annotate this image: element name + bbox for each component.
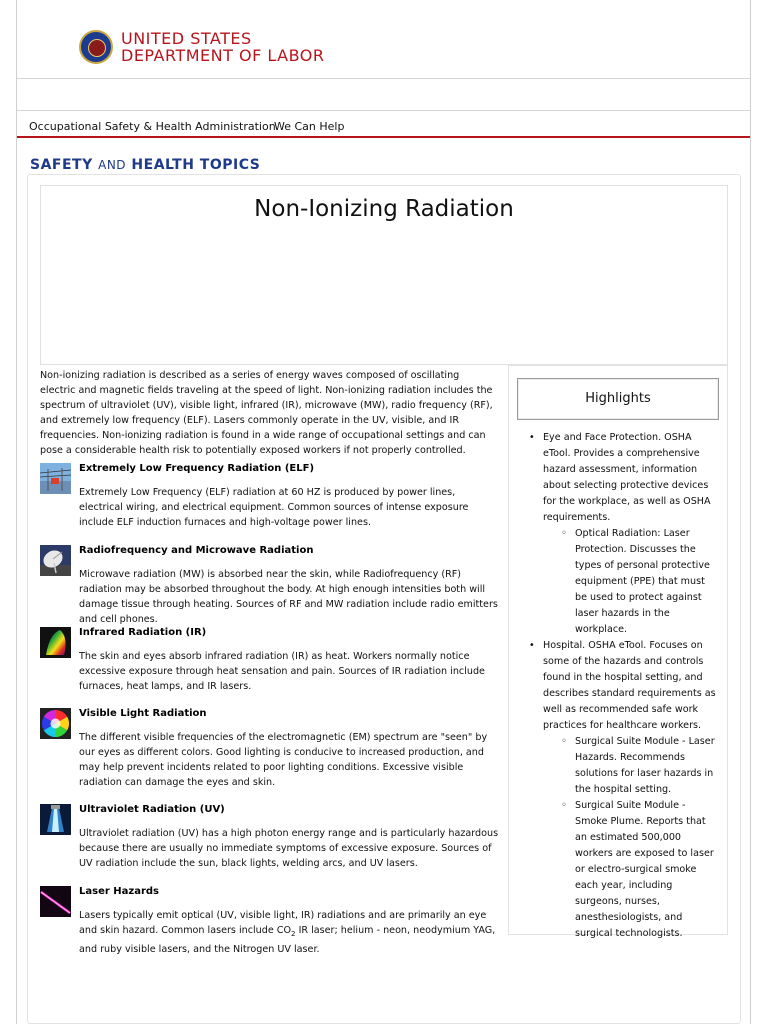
header-strip	[17, 78, 750, 111]
topic-visible-text: The different visible frequencies of the electromagnetic (EM) spectrum are "seen" by our eyes as different colors. Good lighting is conducive to increased production, and may help prevent incidents related to poor lighting conditions. Excessive visible radiation can damage the eyes and skin.	[79, 732, 488, 788]
page-title: Non-Ionizing Radiation	[254, 196, 514, 222]
highlight-item	[523, 430, 718, 638]
highlight-smoke-plume-link[interactable]: Surgical Suite Module - Smoke Plume. Reports that an estimated 500,000 workers are exposed to laser or electro-surgical smoke each year, including surgeons, nurses, anesthesiologists, and surgical technologists.	[575, 800, 714, 939]
highlight-sublist	[543, 526, 718, 638]
highlight-optical-link[interactable]: Optical Radiation: Laser Protection. Discusses the types of personal protective equipment (PPE) that must be used to protect against laser hazards in the workplace.	[575, 528, 710, 635]
banner-and: AND	[98, 158, 127, 172]
highlights-list	[523, 430, 718, 942]
laser-text-part-1: Lasers typically emit optical (UV, visible light, IR) radiations and are primarily an eye and skin hazard. Common lasers include CO	[79, 910, 487, 936]
topic-ir-text: The skin and eyes absorb infrared radiation (IR) as heat. Workers normally notice excessive exposure through heat sensation and pain. Sources of IR radiation include furnaces, heat lamps, and IR lasers.	[79, 651, 485, 692]
nav-we-can-help-link[interactable]: We Can Help	[274, 120, 345, 133]
laser-beam-icon[interactable]	[40, 886, 71, 917]
highlight-sublist	[543, 734, 718, 942]
topic-laser-text	[79, 908, 499, 957]
topic-ir-title[interactable]: Infrared Radiation (IR)	[79, 627, 207, 638]
nav-osha-link[interactable]: Occupational Safety & Health Administration	[29, 120, 276, 133]
highlight-laser-hazards-link[interactable]: Surgical Suite Module - Laser Hazards. Recommends solutions for laser hazards in the hospital setting.	[575, 736, 715, 795]
topic-elf-title[interactable]: Extremely Low Frequency Radiation (ELF)	[79, 463, 315, 474]
section-banner	[30, 157, 260, 173]
infrared-thermal-icon[interactable]	[40, 627, 71, 658]
banner-health: HEALTH TOPICS	[131, 157, 261, 173]
topic-visible-title[interactable]: Visible Light Radiation	[79, 708, 207, 719]
highlight-subitem	[555, 526, 718, 638]
agency-line-2: DEPARTMENT OF LABOR	[121, 46, 325, 65]
laser-text-subscript: 2	[291, 929, 296, 938]
topic-rf-mw-text: Microwave radiation (MW) is absorbed near the skin, while Radiofrequency (RF) radiation may be absorbed throughout the body. At high enough intensities both will damage tissue through heating. Sources of RF and MW radiation include radio emitters and cell phones.	[79, 569, 498, 625]
page-frame	[16, 0, 751, 1024]
elf-thumbnail-icon[interactable]	[40, 463, 71, 494]
laser-text-part-2: IR laser; helium - neon, neodymium YAG, and ruby visible lasers, and the Nitrogen UV laser.	[79, 925, 496, 955]
agency-name[interactable]	[121, 30, 324, 64]
main-nav	[17, 110, 750, 138]
highlight-subitem	[555, 798, 718, 942]
highlights-panel	[508, 365, 728, 939]
highlight-subitem	[555, 734, 718, 798]
highlights-heading: Highlights	[517, 378, 719, 420]
uv-light-icon[interactable]	[40, 804, 71, 835]
topic-uv-title[interactable]: Ultraviolet Radiation (UV)	[79, 804, 225, 815]
agency-line-1: UNITED STATES	[121, 29, 252, 48]
dol-seal-logo[interactable]	[79, 30, 113, 64]
highlight-item	[523, 638, 718, 942]
title-panel	[40, 185, 728, 365]
highlight-hospital-link[interactable]: Hospital. OSHA eTool. Focuses on some of the hazards and controls found in the hospital setting, and describes standard requirements as well as recommended safe work practices for healthcare workers.	[543, 640, 716, 731]
topic-uv-text: Ultraviolet radiation (UV) has a high photon energy range and is particularly hazardous because there are usually no immediate symptoms of excessive exposure. Sources of UV radiation include the sun, black lights, welding arcs, and UV lasers.	[79, 828, 499, 869]
topic-laser-title[interactable]: Laser Hazards	[79, 886, 159, 897]
intro-paragraph: Non-ionizing radiation is described as a series of energy waves composed of oscillating electric and magnetic fields traveling at the speed of light. Non-ionizing radiation includes the spectrum of ultraviolet (UV), visible light, infrared (IR), microwave (MW), radio frequency (RF), and extremely low frequency (ELF). Lasers commonly operate in the UV, visible, and IR frequencies. Non-ionizing radiation is found in a wide range of occupational settings and can pose a considerable health risk to potentially exposed workers if not properly controlled.	[40, 370, 493, 456]
highlight-eye-face-link[interactable]: Eye and Face Protection. OSHA eTool. Provides a comprehensive hazard assessment, information about selecting protective devices for the workplace, as well as OSHA requirements.	[543, 432, 711, 523]
site-header	[17, 0, 750, 79]
main-content	[27, 174, 741, 1024]
color-wheel-icon[interactable]	[40, 708, 71, 739]
topic-rf-mw-title[interactable]: Radiofrequency and Microwave Radiation	[79, 545, 314, 556]
banner-safety: SAFETY	[30, 157, 93, 173]
topic-elf-text: Extremely Low Frequency (ELF) radiation at 60 HZ is produced by power lines, electrical wiring, and electrical equipment. Common sources of intense exposure include ELF induction furnaces and high-voltage power lines.	[79, 487, 469, 528]
satellite-dish-icon[interactable]	[40, 545, 71, 576]
